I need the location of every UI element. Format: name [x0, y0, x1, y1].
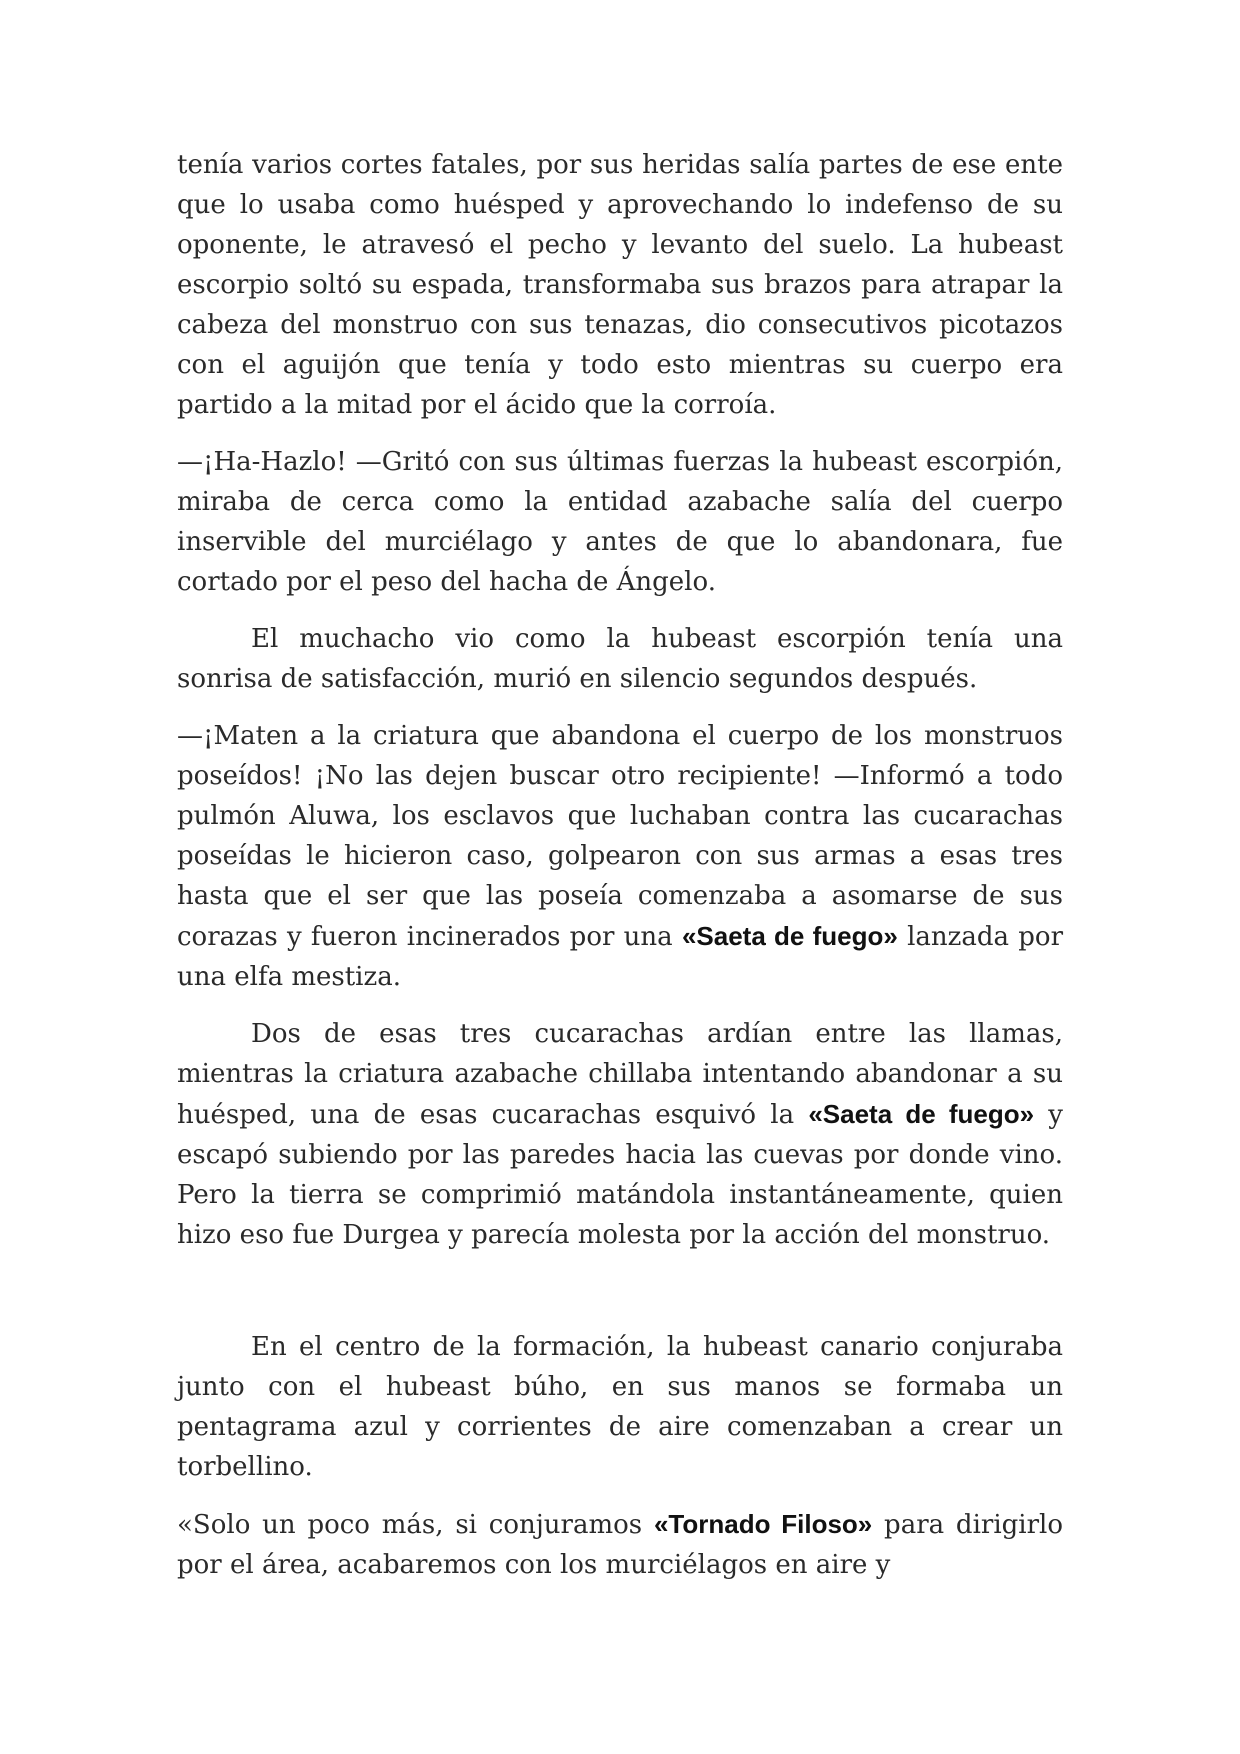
- paragraph-scene-start: [177, 1327, 1063, 1487]
- paragraph-thought: [177, 1504, 1063, 1585]
- paragraph-text: tenía varios cortes fatales, por sus heridas salía partes de ese ente que lo usaba como huésped y aprovechando lo indefenso de su oponente, le atravesó el pecho y levanto del suelo. La hubeast escorpio soltó su espada, transformaba sus brazos para atrapar la cabeza del monstruo con sus tenazas, dio consecutivos picotazos con el aguijón que tenía y todo esto mientras su cuerpo era partido a la mitad por el ácido que la corroía.: [177, 150, 1063, 420]
- paragraph-text: Dos de esas tres cucarachas ardían entre las llamas, mientras la criatura azabache chillaba intentando abandonar a su huésped, una de esas cucarachas esquivó la: [177, 1019, 1063, 1130]
- paragraph: [177, 145, 1063, 425]
- paragraph-text: lanzada por una elfa mestiza.: [177, 922, 1064, 992]
- paragraph-text: para dirigirlo por el área, acabaremos con los murciélagos en aire y: [177, 1510, 1063, 1580]
- paragraph-text: y escapó subiendo por las paredes hacia las cuevas por donde vino. Pero la tierra se comprimió matándola instantáneamente, quien hizo eso fue Durgea y parecía molesta por la acción del monstruo.: [177, 1100, 1063, 1250]
- paragraph: [177, 1014, 1063, 1255]
- paragraph-text: «Solo un poco más, si conjuramos: [177, 1510, 654, 1540]
- paragraph-text: En el centro de la formación, la hubeast canario conjuraba junto con el hubeast búho, en sus manos se formaba un pentagrama azul y corrientes de aire comenzaban a crear un torbellino.: [177, 1332, 1063, 1482]
- paragraph-dialogue: [177, 716, 1063, 997]
- paragraph: [177, 619, 1063, 699]
- page-body-text: [177, 145, 1063, 1602]
- paragraph-dialogue: [177, 442, 1063, 602]
- spell-name: «Saeta de fuego»: [808, 1099, 1035, 1129]
- spell-name: «Saeta de fuego»: [681, 921, 898, 951]
- paragraph-text: —¡Ha-Hazlo! —Gritó con sus últimas fuerzas la hubeast escorpión, miraba de cerca como la entidad azabache salía del cuerpo inservible del murciélago y antes de que lo abandonara, fue cortado por el peso del hacha de Ángelo.: [177, 447, 1063, 597]
- paragraph-text: —¡Maten a la criatura que abandona el cuerpo de los monstruos poseídos! ¡No las dejen buscar otro recipiente! —Informó a todo pulmón Aluwa, los esclavos que luchaban contra las cucarachas poseídas le hicieron caso, golpearon con sus armas a esas tres hasta que el ser que las poseía comenzaba a asomarse de sus corazas y fueron incinerados por una: [177, 721, 1063, 952]
- spell-name: «Tornado Filoso»: [653, 1509, 873, 1539]
- paragraph-text: El muchacho vio como la hubeast escorpión tenía una sonrisa de satisfacción, murió en silencio segundos después.: [177, 624, 1063, 694]
